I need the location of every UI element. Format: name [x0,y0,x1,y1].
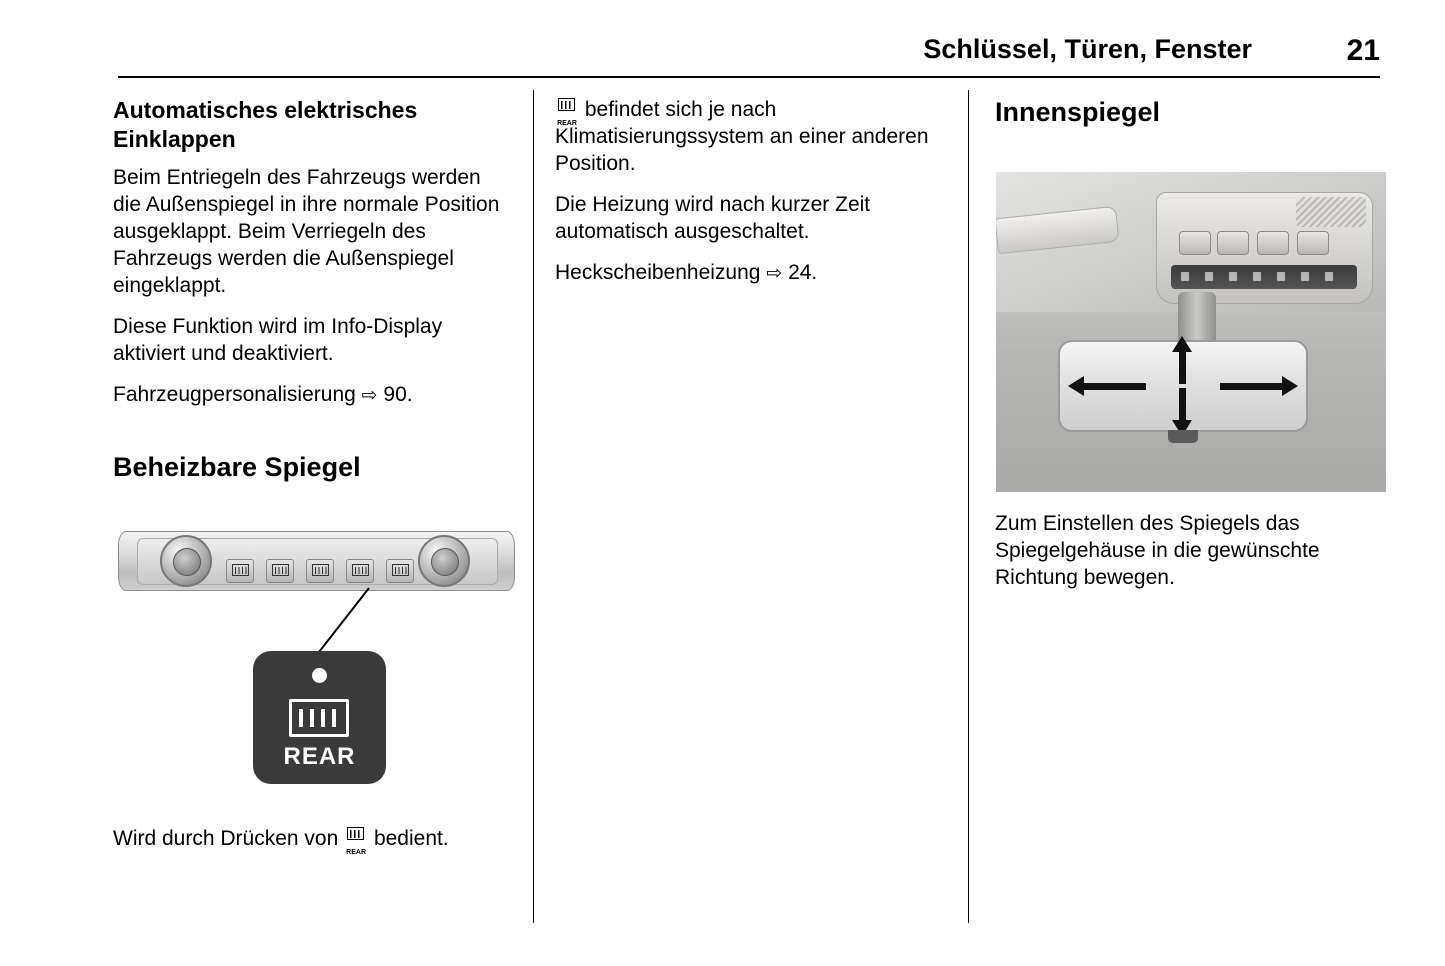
reference-arrow-icon: ⇨ [361,384,378,406]
arrow-right-icon [1220,383,1284,390]
air-distribution-button-3[interactable] [346,559,374,583]
rear-defroster-button-label: REAR [283,743,356,770]
figure-interior-mirror [996,172,1386,492]
rear-defroster-button-detail[interactable] [253,651,386,784]
heading-interior-mirror: Innenspiegel [995,97,1161,127]
column-3 [995,96,1385,139]
heading-automatic-folding: Automatisches elektrisches Einklappen [113,97,418,152]
caption-mirror-adjustment: Zum Einstellen des Spiegels das Spiegelgehäuse in die gewünschte Richtung bewegen. [995,512,1320,589]
page-header [118,34,1380,78]
temperature-knob-left[interactable] [160,535,212,587]
arrow-down-icon [1179,388,1186,422]
column-divider-1 [533,90,534,923]
rear-window-defroster-icon [289,699,349,737]
figure-climate-control-panel [113,516,513,806]
heading-heated-mirrors: Beheizbare Spiegel [113,452,361,482]
column-divider-2 [968,90,969,923]
caption-suffix: bedient. [373,827,449,850]
console-switch-1[interactable] [1179,231,1211,255]
overhead-console [1156,192,1373,304]
panel-button-row [226,559,416,587]
page-number: 21 [1346,34,1380,67]
caption-heated-mirror-operation [113,825,533,856]
rear-window-defroster-button[interactable] [386,559,414,583]
rear-defroster-inline-icon: REAR [346,827,366,849]
rear-defroster-inline-icon-2: REAR [557,98,577,120]
callout-leader-line [313,587,370,659]
paragraph-rear-window-heating-ref [555,259,950,287]
console-control-strip [1171,265,1357,289]
paragraph-personalisation-ref [113,381,513,409]
console-switch-4[interactable] [1297,231,1329,255]
rear-window-heating-label: Heckscheibenheizung [555,261,761,284]
personalisation-label: Fahrzeugpersonalisierung [113,383,356,406]
air-distribution-button-2[interactable] [306,559,334,583]
indicator-led [312,668,327,683]
caption-prefix: Wird durch Drücken von [113,827,339,850]
arrow-up-icon [1179,350,1186,384]
symbol-position-text: befindet sich je nach Klimatisierungssystem an einer anderen Position. [555,98,929,175]
reference-arrow-icon-2: ⇨ [766,262,783,284]
column-1 [113,96,513,500]
paragraph-unlock-folding: Beim Entriegeln des Fahrzeugs werden die Außenspiegel in ihre normale Position ausgeklappt. Beim Verriegeln des Fahrzeugs werden die Außenspiegel eingeklappt. [113,166,500,297]
paragraph-symbol-position [555,96,950,177]
arrow-left-icon [1082,383,1146,390]
temperature-knob-right[interactable] [418,535,470,587]
paragraph-info-display: Diese Funktion wird im Info-Display aktiviert und deaktiviert. [113,315,443,365]
console-switch-3[interactable] [1257,231,1289,255]
page-title: Schlüssel, Türen, Fenster [923,34,1252,64]
header-divider [118,76,1380,78]
paragraph-auto-switch-off: Die Heizung wird nach kurzer Zeit automatisch ausgeschaltet. [555,193,871,243]
air-distribution-button-1[interactable] [266,559,294,583]
interior-mirror-housing[interactable] [1058,340,1308,432]
climate-control-panel [118,521,513,596]
personalisation-page: 90. [383,383,413,406]
column-2 [555,96,950,301]
windscreen-defrost-button[interactable] [226,559,254,583]
rear-window-heating-page: 24. [788,261,818,284]
console-switch-2[interactable] [1217,231,1249,255]
speaker-grille-icon [1296,197,1366,227]
